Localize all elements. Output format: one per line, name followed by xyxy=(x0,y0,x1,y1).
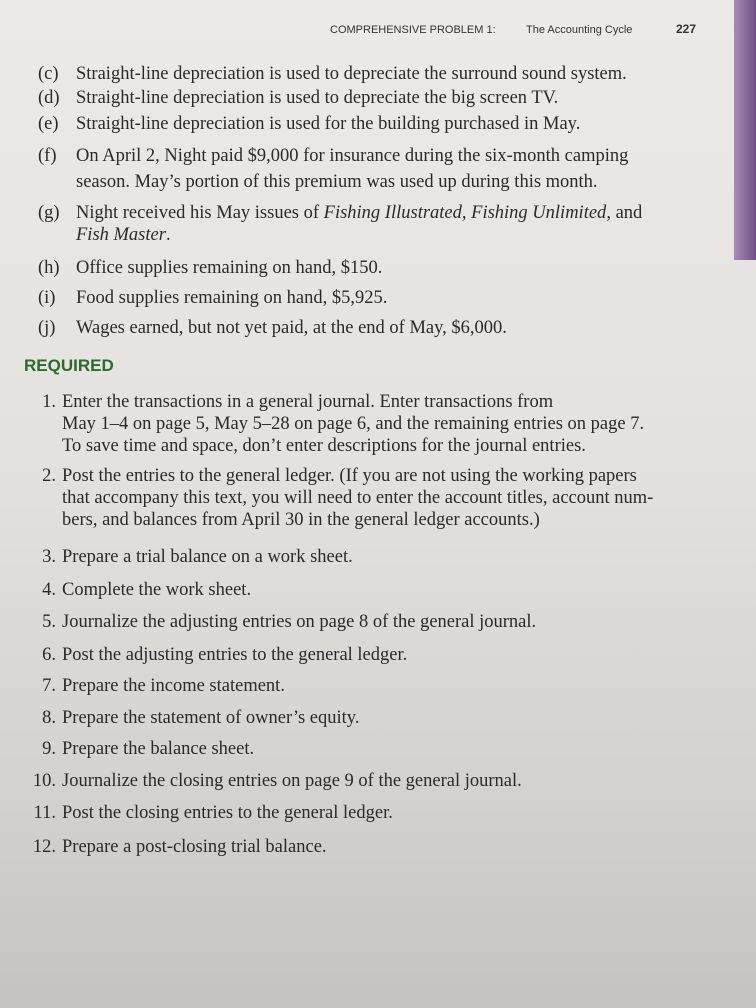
header-section: COMPREHENSIVE PROBLEM 1: xyxy=(330,24,496,36)
required-item-line xyxy=(42,580,252,601)
required-item-line xyxy=(42,466,637,487)
required-item-text: Post the entries to the general ledger. (If you are not using the working papers xyxy=(62,466,637,486)
required-item-label: 3. xyxy=(42,547,56,567)
item-label: (j) xyxy=(38,318,56,338)
required-item-label: 2. xyxy=(42,466,56,486)
item-label: (f) xyxy=(38,146,57,166)
book-edge xyxy=(734,0,756,260)
required-item-text: May 1–4 on page 5, May 5–28 on page 6, and the remaining entries on page 7. xyxy=(62,414,645,434)
required-item-line xyxy=(42,392,554,413)
required-item-text: that accompany this text, you will need to enter the account titles, account num- xyxy=(62,488,654,508)
required-item-text: Enter the transactions in a general journal. Enter transactions from xyxy=(62,392,554,412)
required-item-text: Prepare the statement of owner’s equity. xyxy=(62,708,360,728)
required-item-text: Prepare a trial balance on a work sheet. xyxy=(62,547,353,567)
required-item-text: Journalize the adjusting entries on page 8 of the general journal. xyxy=(62,612,537,632)
item-label: (c) xyxy=(38,64,59,84)
item-text: Fish Master. xyxy=(76,225,171,245)
required-item-line xyxy=(42,645,408,666)
required-item-text: Complete the work sheet. xyxy=(62,580,252,600)
required-item-text: bers, and balances from April 30 in the general ledger accounts.) xyxy=(62,510,540,530)
required-item-line xyxy=(62,436,586,457)
required-item-text: Prepare the balance sheet. xyxy=(62,739,255,759)
required-item-text: Post the adjusting entries to the general ledger. xyxy=(62,645,408,665)
item-text: Night received his May issues of Fishing Illustrated, Fishing Unlimited, and xyxy=(76,203,643,223)
item-text: Wages earned, but not yet paid, at the end of May, $6,000. xyxy=(76,318,507,338)
required-item-label: 1. xyxy=(42,392,56,412)
item-text: On April 2, Night paid $9,000 for insurance during the six-month camping xyxy=(76,146,629,166)
required-item-text: Post the closing entries to the general ledger. xyxy=(62,803,393,823)
item-line xyxy=(38,88,559,109)
required-item-text: Journalize the closing entries on page 9 of the general journal. xyxy=(62,771,522,791)
item-text: Straight-line depreciation is used to depreciate the big screen TV. xyxy=(76,88,559,108)
item-text: Straight-line depreciation is used to depreciate the surround sound system. xyxy=(76,64,627,84)
required-item-line xyxy=(62,510,540,531)
item-text: Straight-line depreciation is used for the building purchased in May. xyxy=(76,114,581,134)
required-item-text: To save time and space, don’t enter descriptions for the journal entries. xyxy=(62,436,586,456)
required-item-label: 9. xyxy=(42,739,56,759)
required-item-text: Prepare the income statement. xyxy=(62,676,285,696)
item-label: (d) xyxy=(38,88,60,108)
required-item-label: 12. xyxy=(32,837,56,857)
required-item-line xyxy=(42,739,255,760)
required-item-label: 10. xyxy=(32,771,56,791)
item-line xyxy=(38,258,383,279)
item-label: (i) xyxy=(38,288,56,308)
required-item-text: Prepare a post-closing trial balance. xyxy=(62,837,327,857)
required-heading: REQUIRED xyxy=(24,356,114,375)
required-item-label: 7. xyxy=(42,676,56,696)
required-item-line xyxy=(42,708,360,729)
required-item-line xyxy=(42,612,537,633)
item-line xyxy=(38,288,388,309)
item-line xyxy=(38,203,643,224)
item-text: Food supplies remaining on hand, $5,925. xyxy=(76,288,388,308)
item-line xyxy=(76,172,598,193)
required-item-line xyxy=(42,676,285,697)
required-item-label: 8. xyxy=(42,708,56,728)
required-item-line xyxy=(62,414,644,435)
page-number: 227 xyxy=(676,22,697,36)
required-item-line xyxy=(62,488,653,509)
required-item-line xyxy=(32,837,327,858)
item-label: (h) xyxy=(38,258,60,278)
required-item-label: 4. xyxy=(42,580,56,600)
required-item-line xyxy=(42,547,353,568)
required-item-label: 6. xyxy=(42,645,56,665)
item-line xyxy=(38,146,629,167)
required-item-line xyxy=(32,771,522,792)
item-text: season. May’s portion of this premium was used up during this month. xyxy=(76,172,598,192)
item-line xyxy=(76,225,171,246)
item-label: (g) xyxy=(38,203,60,223)
required-item-line xyxy=(33,803,393,824)
item-line xyxy=(38,114,581,135)
header-title: The Accounting Cycle xyxy=(526,24,633,36)
required-item-label: 11. xyxy=(33,803,56,823)
item-line xyxy=(38,64,627,85)
item-label: (e) xyxy=(38,114,59,134)
item-text: Office supplies remaining on hand, $150. xyxy=(76,258,383,278)
required-item-label: 5. xyxy=(42,612,56,632)
item-line xyxy=(38,318,507,339)
